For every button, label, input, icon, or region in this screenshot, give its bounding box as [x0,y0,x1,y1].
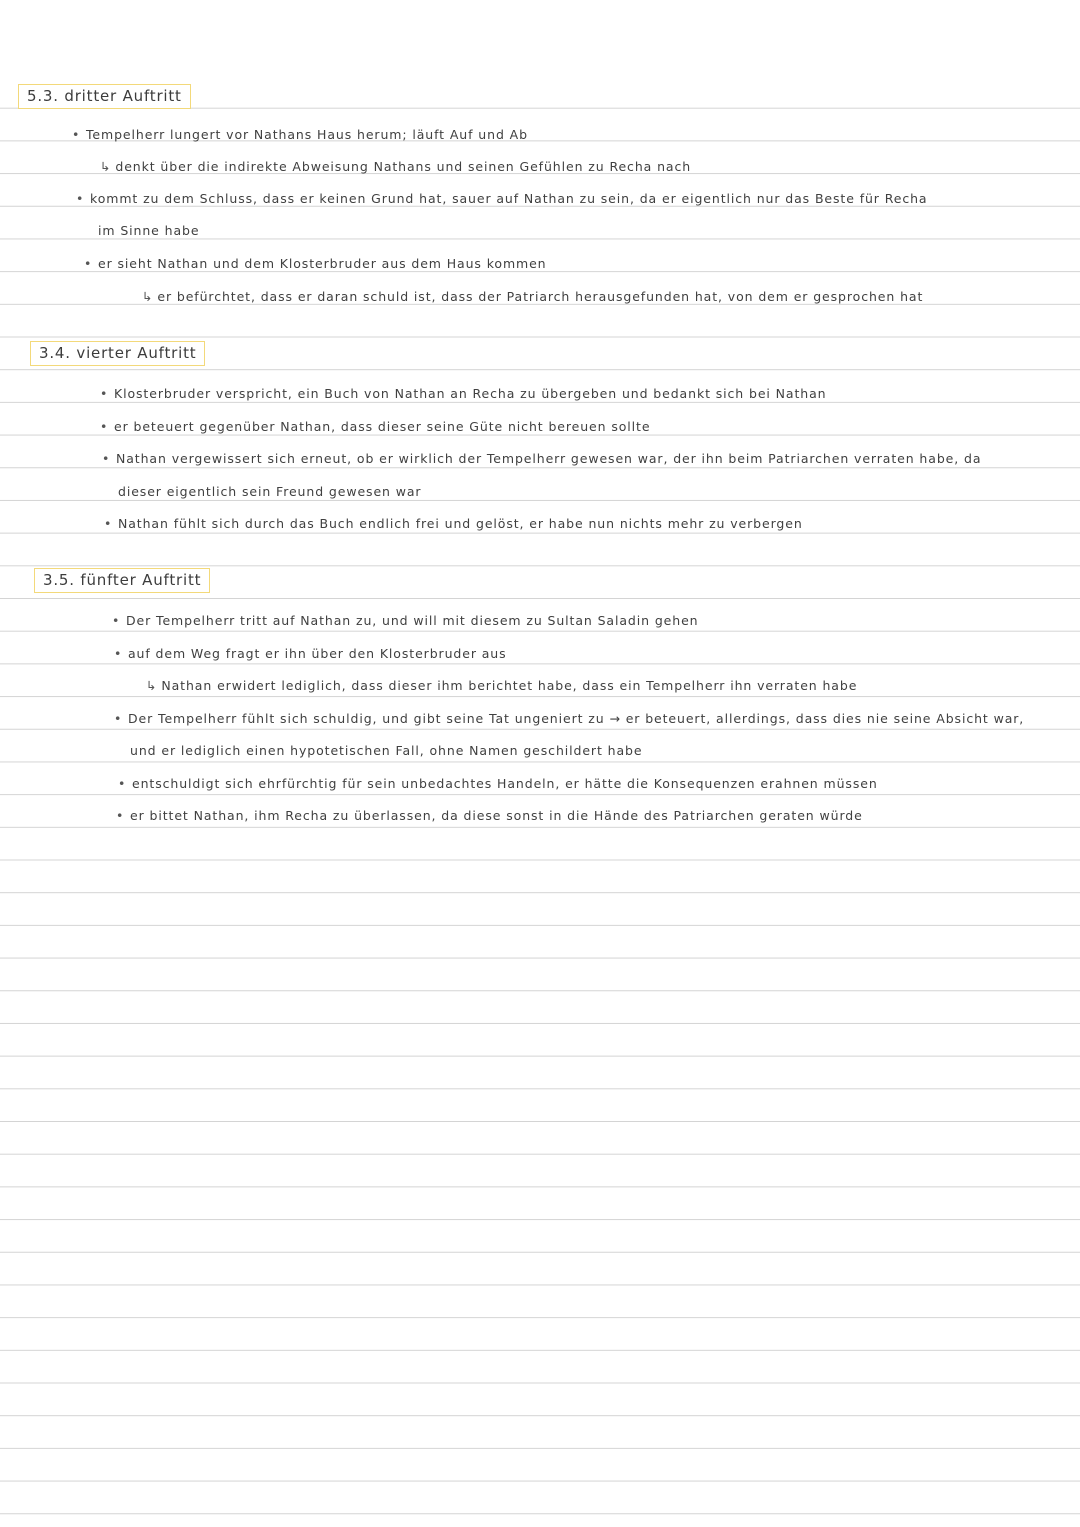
return-arrow-icon: ↳ [100,159,112,174]
bullet-icon: • [84,256,93,271]
bullet-icon: • [112,613,121,628]
list-item: ↳ Nathan erwidert lediglich, dass dieser ihm berichtet habe, dass ein Tempelherr ihn verraten habe [146,678,858,693]
bullet-icon: • [104,516,113,531]
list-item: • er sieht Nathan und dem Klosterbruder aus dem Haus kommen [84,256,547,271]
bullet-icon: • [72,127,81,142]
bullet-icon: • [102,451,111,466]
list-item-continuation: dieser eigentlich sein Freund gewesen war [118,484,422,499]
return-arrow-icon: ↳ [142,289,154,304]
list-item: • kommt zu dem Schluss, dass er keinen Grund hat, sauer auf Nathan zu sein, da er eigentlich nur das Beste für Recha [76,191,928,206]
list-item: • auf dem Weg fragt er ihn über den Klosterbruder aus [114,646,507,661]
bullet-icon: • [100,419,109,434]
list-item: • er beteuert gegenüber Nathan, dass dieser seine Güte nicht bereuen sollte [100,419,651,434]
list-item: • Tempelherr lungert vor Nathans Haus herum; läuft Auf und Ab [72,127,528,142]
bullet-icon: • [114,711,123,726]
section-heading: 3.5. fünfter Auftritt [34,568,210,593]
list-item: • Nathan vergewissert sich erneut, ob er wirklich der Tempelherr gewesen war, der ihn beim Patriarchen verraten habe, da [102,451,982,466]
list-item: ↳ denkt über die indirekte Abweisung Nathans und seinen Gefühlen zu Recha nach [100,159,692,174]
return-arrow-icon: ↳ [146,678,158,693]
list-item: • Nathan fühlt sich durch das Buch endlich frei und gelöst, er habe nun nichts mehr zu verbergen [104,516,803,531]
bullet-icon: • [100,386,109,401]
bullet-icon: • [76,191,85,206]
section-heading: 5.3. dritter Auftritt [18,84,191,109]
bullet-icon: • [118,776,127,791]
list-item: • Der Tempelherr fühlt sich schuldig, und gibt seine Tat ungeniert zu → er beteuert, allerdings, dass dies nie seine Absicht war, [114,711,1025,726]
list-item: • er bittet Nathan, ihm Recha zu überlassen, da diese sonst in die Hände des Patriarchen geraten würde [116,808,863,823]
section-heading: 3.4. vierter Auftritt [30,341,205,366]
bullet-icon: • [114,646,123,661]
bullet-icon: • [116,808,125,823]
list-item: • entschuldigt sich ehrfürchtig für sein unbedachtes Handeln, er hätte die Konsequenzen erahnen müssen [118,776,878,791]
list-item: • Klosterbruder verspricht, ein Buch von Nathan an Recha zu übergeben und bedankt sich bei Nathan [100,386,827,401]
list-item: • Der Tempelherr tritt auf Nathan zu, und will mit diesem zu Sultan Saladin gehen [112,613,699,628]
list-item: ↳ er befürchtet, dass er daran schuld ist, dass der Patriarch herausgefunden hat, von dem er gesprochen hat [142,289,924,304]
list-item-continuation: und er lediglich einen hypotetischen Fall, ohne Namen geschildert habe [130,743,643,758]
list-item-continuation: im Sinne habe [98,223,200,238]
